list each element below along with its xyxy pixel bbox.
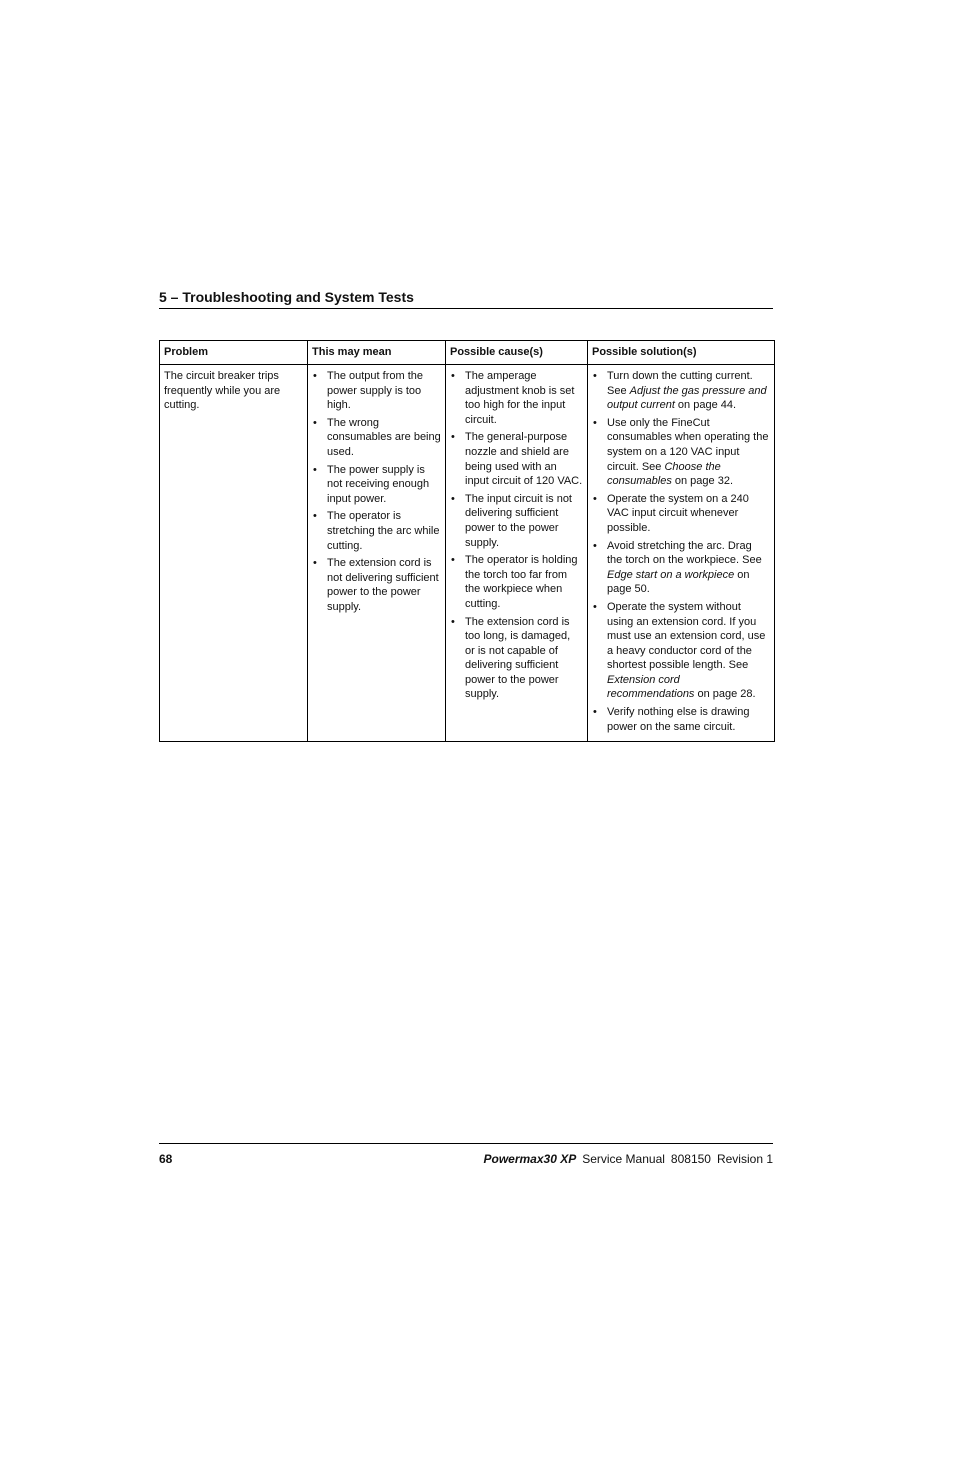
bullet-icon: • [451, 615, 455, 628]
list-item: • The output from the power supply is too high. [313, 370, 423, 412]
section-title: 5 – Troubleshooting and System Tests [159, 289, 414, 305]
column-header-causes: Possible cause(s) [446, 341, 588, 365]
list-item: • Operate the system on a 240 VAC input circuit whenever possible. [593, 492, 749, 534]
bullet-icon: • [593, 600, 597, 613]
cross-reference-link[interactable]: Extension cord recommendations [607, 673, 695, 701]
part-number: 808150 [670, 1152, 711, 1166]
column-header-solutions: Possible solution(s) [588, 341, 775, 365]
causes-list [450, 369, 583, 702]
list-item: • The operator is stretching the arc while cutting. [313, 510, 440, 552]
bullet-icon: • [313, 557, 317, 570]
bullet-icon: • [593, 539, 597, 552]
list-item: • The operator is holding the torch too far from the workpiece when cutting. [451, 554, 578, 610]
list-item: • The wrong consumables are being used. [313, 416, 441, 458]
list-item: • Turn down the cutting current. See Adjust the gas pressure and output current on page 44. [593, 370, 767, 412]
solutions-cell [588, 365, 775, 742]
causes-cell [446, 365, 588, 742]
list-item: • The general-purpose nozzle and shield are being used with an input circuit of 120 VAC. [451, 431, 583, 488]
list-item: • The power supply is not receiving enough input power. [313, 463, 430, 505]
list-item: • Use only the FineCut consumables when operating the system on a 120 VAC input circuit. See Choose the consumables on page 32. [593, 416, 769, 488]
cross-reference-link[interactable]: Adjust the gas pressure and output current [607, 384, 767, 412]
bullet-icon: • [451, 431, 455, 444]
bullet-icon: • [593, 706, 597, 719]
solutions-list [592, 369, 770, 734]
list-item: • The input circuit is not delivering sufficient power to the power supply. [451, 492, 572, 549]
bullet-icon: • [313, 370, 317, 382]
bullet-icon: • [451, 554, 455, 567]
list-item: • Operate the system without using an extension cord. If you must use an extension cord, use a heavy conductor cord of the shortest possible length. See Extension cord recommendations on page 28. [593, 600, 766, 701]
list-item: • The extension cord is not delivering sufficient power to the power supply. [313, 557, 439, 613]
cross-reference-link[interactable]: Edge start on a workpiece [607, 568, 735, 581]
revision: Revision 1 [716, 1152, 773, 1166]
bullet-icon: • [313, 416, 317, 429]
bullet-icon: • [451, 370, 455, 382]
document-type: Service Manual [582, 1152, 665, 1166]
cross-reference-link[interactable]: Choose the consumables [607, 460, 721, 488]
list-item: • The extension cord is too long, is damaged, or is not capable of delivering sufficient power to the power supply. [451, 615, 571, 701]
meaning-cell [308, 365, 446, 742]
troubleshooting-table [159, 340, 775, 742]
product-name: Powermax30 XP [483, 1152, 577, 1166]
list-item: • Avoid stretching the arc. Drag the torch on the workpiece. See Edge start on a workpiece on page 50. [593, 539, 762, 596]
footer-document-info [483, 1152, 773, 1166]
bullet-icon: • [313, 510, 317, 523]
column-header-meaning: This may mean [308, 341, 446, 365]
list-item: • The amperage adjustment knob is set too high for the input circuit. [451, 370, 575, 426]
page-number: 68 [159, 1152, 173, 1166]
page-footer [159, 1143, 773, 1174]
table-row [160, 365, 775, 742]
column-header-problem: Problem [160, 341, 308, 365]
list-item: • Verify nothing else is drawing power on the same circuit. [593, 706, 750, 733]
section-header [159, 288, 773, 309]
bullet-icon: • [593, 492, 597, 505]
bullet-icon: • [593, 416, 597, 429]
meaning-list [312, 369, 441, 615]
bullet-icon: • [313, 463, 317, 476]
bullet-icon: • [451, 492, 455, 505]
problem-text: The circuit breaker trips frequently while you are cutting. [164, 370, 281, 412]
table-header-row [160, 341, 775, 365]
bullet-icon: • [593, 370, 597, 382]
problem-cell [160, 365, 308, 742]
